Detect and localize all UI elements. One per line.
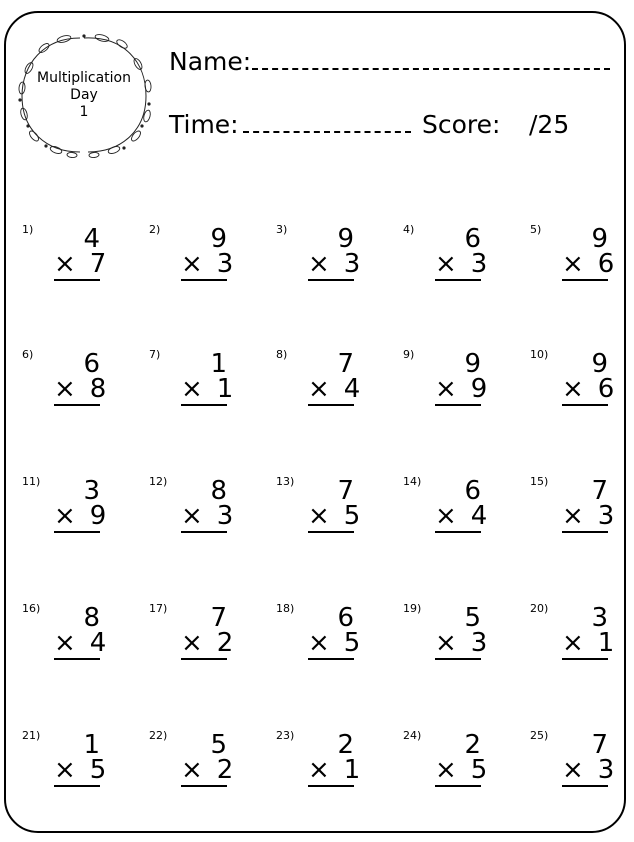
multiply-sign: × xyxy=(435,374,457,404)
multiply-sign: × xyxy=(308,374,330,404)
multiplier-row xyxy=(181,249,234,281)
multiply-sign: × xyxy=(54,628,76,658)
name-label: Name: xyxy=(169,47,252,76)
multiplicand: 2 xyxy=(464,730,481,760)
multiply-sign: × xyxy=(54,249,76,279)
multiply-sign: × xyxy=(54,374,76,404)
multiplicand: 6 xyxy=(83,349,100,379)
multiplier: 8 xyxy=(89,374,107,404)
multiplicand: 8 xyxy=(210,476,227,506)
multiply-sign: × xyxy=(181,249,203,279)
multiplier: 3 xyxy=(216,249,234,279)
name-field[interactable] xyxy=(252,68,610,70)
multiplier-row xyxy=(54,755,107,787)
problem-number: 21) xyxy=(22,729,41,742)
problem-number: 9) xyxy=(403,348,415,361)
multiply-sign: × xyxy=(181,628,203,658)
multiplicand: 1 xyxy=(210,349,227,379)
time-field[interactable] xyxy=(243,131,411,133)
multiplier-row xyxy=(308,374,361,406)
multiply-sign: × xyxy=(308,249,330,279)
multiplier: 5 xyxy=(343,628,361,658)
problem-number: 7) xyxy=(149,348,161,361)
multiplicand: 7 xyxy=(337,476,354,506)
multiply-sign: × xyxy=(562,501,584,531)
multiplier: 7 xyxy=(89,249,107,279)
multiply-sign: × xyxy=(562,374,584,404)
multiplier-row xyxy=(181,628,234,660)
multiplier-row xyxy=(54,249,107,281)
multiplier: 4 xyxy=(89,628,107,658)
multiplier: 3 xyxy=(470,249,488,279)
multiplicand: 7 xyxy=(210,603,227,633)
multiplier-row xyxy=(181,755,234,787)
multiplier: 2 xyxy=(216,755,234,785)
problem-number: 16) xyxy=(22,602,41,615)
multiply-sign: × xyxy=(308,628,330,658)
multiplier-row xyxy=(308,628,361,660)
multiplicand: 3 xyxy=(591,603,608,633)
problem-number: 8) xyxy=(276,348,288,361)
multiplier: 5 xyxy=(343,501,361,531)
score-total: /25 xyxy=(529,110,570,139)
multiplier-row xyxy=(562,628,615,660)
multiply-sign: × xyxy=(181,501,203,531)
multiplier: 3 xyxy=(597,755,615,785)
multiply-sign: × xyxy=(435,628,457,658)
multiplier: 3 xyxy=(597,501,615,531)
multiplier-row xyxy=(562,374,615,406)
multiplier-row xyxy=(54,374,107,406)
multiplicand: 9 xyxy=(210,224,227,254)
multiplier-row xyxy=(435,755,488,787)
multiplier-row xyxy=(181,501,234,533)
multiplier: 6 xyxy=(597,249,615,279)
multiplicand: 9 xyxy=(591,224,608,254)
multiplicand: 5 xyxy=(464,603,481,633)
multiplier: 6 xyxy=(597,374,615,404)
multiply-sign: × xyxy=(435,501,457,531)
multiplicand: 4 xyxy=(83,224,100,254)
multiplicand: 3 xyxy=(83,476,100,506)
problem-number: 6) xyxy=(22,348,34,361)
badge-day-number: 1 xyxy=(79,104,89,120)
multiply-sign: × xyxy=(54,755,76,785)
multiplicand: 7 xyxy=(591,730,608,760)
badge-title: Multiplication xyxy=(37,70,131,86)
multiplicand: 7 xyxy=(337,349,354,379)
problem-number: 25) xyxy=(530,729,549,742)
multiply-sign: × xyxy=(562,628,584,658)
multiply-sign: × xyxy=(308,755,330,785)
problem-number: 22) xyxy=(149,729,168,742)
multiplier-row xyxy=(308,755,361,787)
multiplier-row xyxy=(562,755,615,787)
multiplicand: 9 xyxy=(591,349,608,379)
multiplicand: 6 xyxy=(337,603,354,633)
multiplier: 2 xyxy=(216,628,234,658)
problem-number: 5) xyxy=(530,223,542,236)
multiplier: 3 xyxy=(470,628,488,658)
score-label: Score: xyxy=(422,110,501,139)
problem-number: 12) xyxy=(149,475,168,488)
multiplier: 1 xyxy=(597,628,615,658)
multiplier: 4 xyxy=(470,501,488,531)
badge-day-label: Day xyxy=(70,87,98,103)
multiplicand: 2 xyxy=(337,730,354,760)
multiplicand: 1 xyxy=(83,730,100,760)
multiplicand: 5 xyxy=(210,730,227,760)
problem-number: 23) xyxy=(276,729,295,742)
multiplicand: 7 xyxy=(591,476,608,506)
multiply-sign: × xyxy=(562,755,584,785)
multiplier: 1 xyxy=(343,755,361,785)
multiplier-row xyxy=(308,249,361,281)
multiply-sign: × xyxy=(562,249,584,279)
multiplier: 9 xyxy=(89,501,107,531)
worksheet-badge xyxy=(14,70,154,121)
multiplier: 5 xyxy=(89,755,107,785)
problem-number: 13) xyxy=(276,475,295,488)
multiplier-row xyxy=(562,249,615,281)
problem-number: 20) xyxy=(530,602,549,615)
problem-number: 15) xyxy=(530,475,549,488)
multiplicand: 6 xyxy=(464,476,481,506)
multiplier: 4 xyxy=(343,374,361,404)
multiplier-row xyxy=(435,501,488,533)
multiply-sign: × xyxy=(308,501,330,531)
problem-number: 17) xyxy=(149,602,168,615)
multiply-sign: × xyxy=(435,249,457,279)
multiply-sign: × xyxy=(54,501,76,531)
multiply-sign: × xyxy=(181,755,203,785)
problem-number: 18) xyxy=(276,602,295,615)
multiplier: 3 xyxy=(343,249,361,279)
multiplier-row xyxy=(435,374,488,406)
multiplier: 3 xyxy=(216,501,234,531)
problem-number: 19) xyxy=(403,602,422,615)
multiplier-row xyxy=(562,501,615,533)
multiplicand: 9 xyxy=(464,349,481,379)
multiplicand: 9 xyxy=(337,224,354,254)
problem-number: 11) xyxy=(22,475,41,488)
multiplier-row xyxy=(54,501,107,533)
time-label: Time: xyxy=(169,110,239,139)
problem-number: 1) xyxy=(22,223,34,236)
problem-number: 3) xyxy=(276,223,288,236)
problem-number: 24) xyxy=(403,729,422,742)
multiplicand: 6 xyxy=(464,224,481,254)
problem-number: 2) xyxy=(149,223,161,236)
multiplier: 9 xyxy=(470,374,488,404)
multiplier-row xyxy=(435,249,488,281)
multiplier-row xyxy=(435,628,488,660)
problem-number: 14) xyxy=(403,475,422,488)
problem-number: 4) xyxy=(403,223,415,236)
multiplier: 5 xyxy=(470,755,488,785)
multiplier-row xyxy=(308,501,361,533)
multiplier: 1 xyxy=(216,374,234,404)
multiply-sign: × xyxy=(181,374,203,404)
multiplier-row xyxy=(181,374,234,406)
multiply-sign: × xyxy=(435,755,457,785)
problem-number: 10) xyxy=(530,348,549,361)
multiplicand: 8 xyxy=(83,603,100,633)
multiplier-row xyxy=(54,628,107,660)
